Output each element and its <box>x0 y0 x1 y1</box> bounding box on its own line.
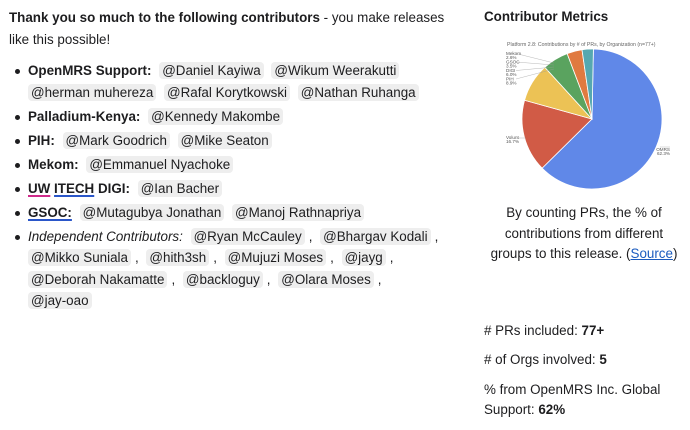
group-mekom <box>9 154 449 176</box>
label-digi: DIGI: <box>97 180 130 196</box>
stat-value: 5 <box>599 352 607 367</box>
mention-jay-oao[interactable]: @jay-oao <box>28 292 92 309</box>
mention-mujuzi-moses[interactable]: @Mujuzi Moses <box>225 249 326 266</box>
stat-value: 77+ <box>581 323 605 338</box>
group-independent-contributors: Independent Contributors: @Ryan McCauley , @Bhargav Kodali , @Mikko Suniala , @hith3sh , @Mujuzi Moses , @jayg , @Deborah Nakamatte , @backloguy , @Olara Moses , @jay-oao <box>9 226 449 312</box>
pie-label-mekom: Mekom <box>506 51 522 56</box>
pie-value-gsoc: 3.5% <box>506 63 517 69</box>
mention-mike-seaton[interactable]: @Mike Seaton <box>178 132 272 149</box>
caption-text: By counting PRs, the % of contributions from different groups to this release. ( <box>490 205 664 261</box>
chart-caption <box>484 203 684 265</box>
mention-wikum-weerakutti[interactable]: @Wikum Weerakutti <box>271 62 399 79</box>
mention-mutagubya-jonathan[interactable]: @Mutagubya Jonathan <box>80 204 225 221</box>
group-label: Palladium-Kenya: <box>28 108 141 124</box>
pie-label-volunt: Volunt <box>506 135 519 140</box>
metrics-section <box>484 7 684 417</box>
group-pih <box>9 130 449 152</box>
group-palladium-kenya <box>9 106 449 128</box>
pie-label-pih: PIH <box>506 76 514 82</box>
stat-label: # of Orgs involved: <box>484 352 600 367</box>
mention-kennedy-makombe[interactable]: @Kennedy Makombe <box>148 108 283 125</box>
group-label: Independent Contributors: <box>28 228 183 244</box>
mention-daniel-kayiwa[interactable]: @Daniel Kayiwa <box>159 62 263 79</box>
pie-value-omrs: 62.3% <box>656 151 670 156</box>
label-uw: UW <box>28 180 51 196</box>
pie-value-volunt: 16.7% <box>506 139 520 144</box>
pie-value-digi: 6.0% <box>506 71 517 77</box>
mention-emmanuel-nyachoke[interactable]: @Emmanuel Nyachoke <box>86 156 233 173</box>
pie-label-omrs: OMRS <box>656 147 670 152</box>
pie-chart-title: Platform 2.8: Contributions by # of PRs, by Organization (n=77+) <box>507 42 656 48</box>
caption-end: ) <box>672 246 678 261</box>
mention-hith3sh[interactable]: @hith3sh <box>146 249 209 266</box>
mention-nathan-ruhanga[interactable]: @Nathan Ruhanga <box>298 84 419 101</box>
mention-ryan-mccauley[interactable]: @Ryan McCauley <box>191 228 305 245</box>
mention-backloguy[interactable]: @backloguy <box>183 271 263 288</box>
group-label: PIH: <box>28 132 55 148</box>
source-link[interactable]: Source <box>630 246 673 261</box>
pie-chart-svg <box>492 41 682 193</box>
label-itech: ITECH <box>54 180 95 196</box>
mention-herman-muhereza[interactable]: @herman muhereza <box>28 84 156 101</box>
group-openmrs-support <box>9 60 449 103</box>
group-uw-itech-digi <box>9 178 449 200</box>
contributor-groups-list <box>9 60 449 312</box>
intro-bold: Thank you so much to the following contributors <box>9 10 320 25</box>
pie-value-mekom: 2.6% <box>506 54 517 60</box>
mention-jayg[interactable]: @jayg <box>342 249 386 266</box>
pie-label-gsoc: GSOC <box>506 59 520 65</box>
mention-rafal-korytkowski[interactable]: @Rafal Korytkowski <box>164 84 290 101</box>
mention-bhargav-kodali[interactable]: @Bhargav Kodali <box>320 228 430 245</box>
group-label <box>28 181 130 196</box>
mention-ian-bacher[interactable]: @Ian Bacher <box>138 180 222 197</box>
group-label: OpenMRS Support: <box>28 63 152 78</box>
mention-manoj-rathnapriya[interactable]: @Manoj Rathnapriya <box>232 204 364 221</box>
contributions-pie-chart[interactable] <box>492 41 682 193</box>
stat-label: % from OpenMRS Inc. Global Support: <box>484 382 661 417</box>
stat-orgs-involved <box>484 350 607 370</box>
mention-deborah-nakamatte[interactable]: @Deborah Nakamatte <box>28 271 167 288</box>
pie-slices <box>522 49 662 189</box>
group-label: Mekom: <box>28 156 79 172</box>
pie-label-digi: DIGI <box>506 68 516 73</box>
mention-olara-moses[interactable]: @Olara Moses <box>278 271 374 288</box>
stat-label: # PRs included: <box>484 323 582 338</box>
stat-openmrs-support <box>484 380 684 420</box>
stat-value: 62% <box>538 402 566 417</box>
group-gsoc <box>9 202 449 224</box>
mention-mark-goodrich[interactable]: @Mark Goodrich <box>63 132 170 149</box>
intro-paragraph <box>9 7 449 51</box>
mention-mikko-suniala[interactable]: @Mikko Suniala <box>28 249 131 266</box>
stat-prs-included <box>484 321 604 341</box>
metrics-title: Contributor Metrics <box>484 9 609 24</box>
pie-leader-gsoc <box>516 62 554 65</box>
pie-leader-mekom <box>516 54 554 64</box>
intro-rest: - you make releases like this possible! <box>9 10 445 47</box>
contributors-section <box>9 7 449 314</box>
pie-value-pih: 8.9% <box>506 80 517 86</box>
group-label: GSOC: <box>28 204 72 220</box>
